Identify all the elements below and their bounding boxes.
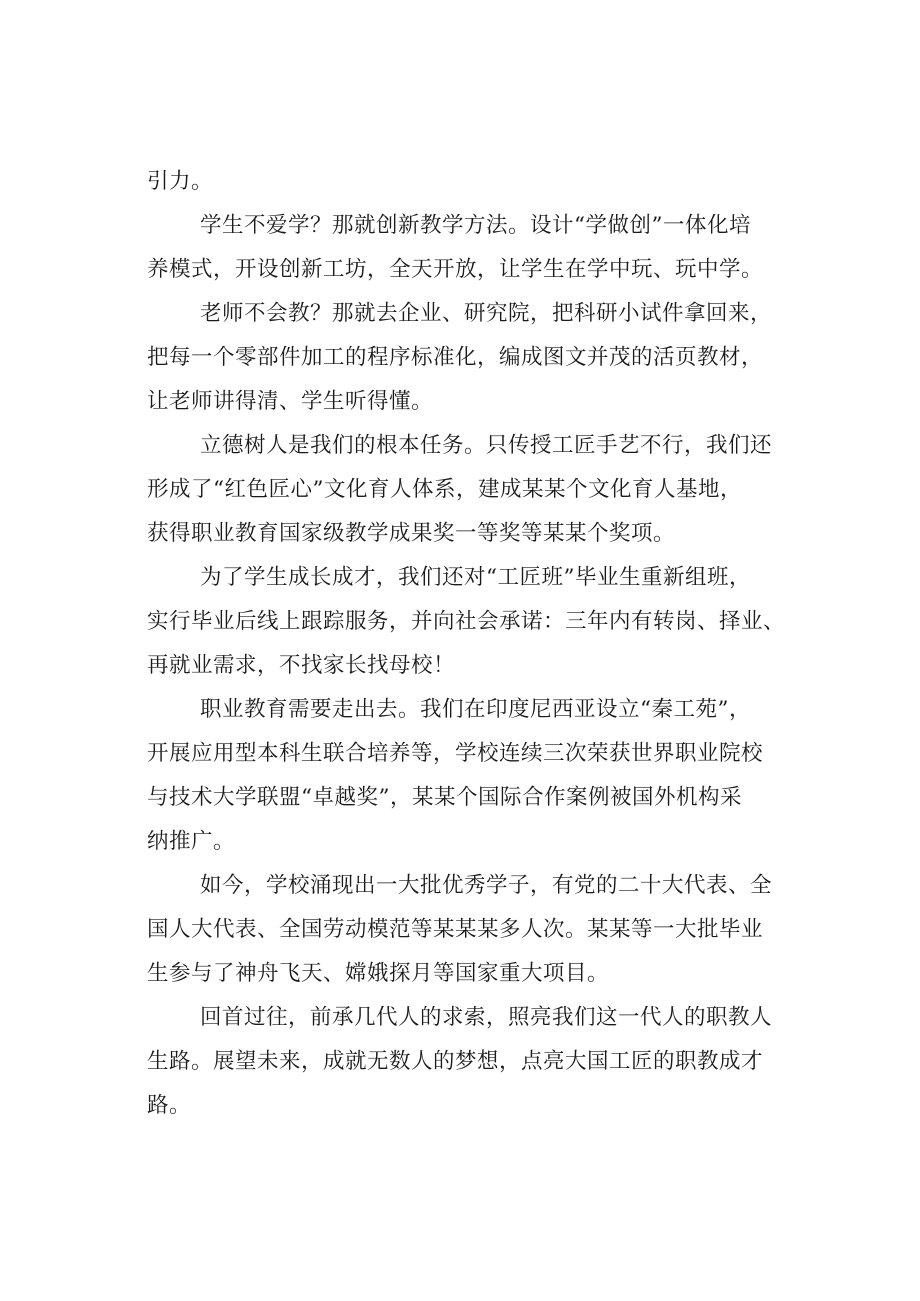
text-line: 如今，学校涌现出一大批优秀学子，有党的二十大代表、全 xyxy=(200,873,773,898)
paragraph-6 xyxy=(147,688,807,864)
text-line: 立德树人是我们的根本任务。只传授工匠手艺不行，我们还 xyxy=(200,433,773,458)
text-line: 实行毕业后线上跟踪服务，并向社会承诺：三年内有转岗、择业、 xyxy=(147,609,786,634)
text-line: 养模式，开设创新工坊，全天开放，让学生在学中玩、玩中学。 xyxy=(147,257,764,282)
text-line: 引力。 xyxy=(147,169,214,194)
text-line: 学生不爱学？那就创新教学方法。设计“学做创”一体化培 xyxy=(200,213,751,238)
text-line: 再就业需求，不找家长找母校！ xyxy=(147,653,456,678)
text-line: 职业教育需要走出去。我们在印度尼西亚设立“秦工苑”， xyxy=(200,697,751,722)
text-line: 老师不会教？那就去企业、研究院，把科研小试件拿回来， xyxy=(200,301,773,326)
paragraph-1 xyxy=(147,160,807,204)
text-line: 为了学生成长成才，我们还对“工匠班”毕业生重新组班， xyxy=(200,565,751,590)
text-line: 国人大代表、全国劳动模范等某某某多人次。某某等一大批毕业 xyxy=(147,917,764,942)
paragraph-8 xyxy=(147,996,807,1128)
text-line: 生参与了神舟飞天、嫦娥探月等国家重大项目。 xyxy=(147,961,610,986)
text-line: 纳推广。 xyxy=(147,829,236,854)
paragraph-3 xyxy=(147,292,807,424)
paragraph-2 xyxy=(147,204,807,292)
text-line: 回首过往，前承几代人的求索，照亮我们这一代人的职教人 xyxy=(200,1005,773,1030)
text-line: 路。 xyxy=(147,1093,192,1118)
text-line: 获得职业教育国家级教学成果奖一等奖等某某个奖项。 xyxy=(147,521,676,546)
text-line: 形成了“红色匠心”文化育人体系，建成某某个文化育人基地， xyxy=(147,477,742,502)
paragraph-7 xyxy=(147,864,807,996)
text-line: 让老师讲得清、学生听得懂。 xyxy=(147,389,434,414)
text-line: 开展应用型本科生联合培养等，学校连续三次荣获世界职业院校 xyxy=(147,741,764,766)
text-line: 与技术大学联盟“卓越奖”，某某个国际合作案例被国外机构采 xyxy=(147,785,742,810)
paragraph-5 xyxy=(147,556,807,688)
paragraph-4 xyxy=(147,424,807,556)
text-line: 把每一个零部件加工的程序标准化，编成图文并茂的活页教材， xyxy=(147,345,764,370)
document-body xyxy=(147,160,807,1128)
text-line: 生路。展望未来，成就无数人的梦想，点亮大国工匠的职教成才 xyxy=(147,1049,764,1074)
